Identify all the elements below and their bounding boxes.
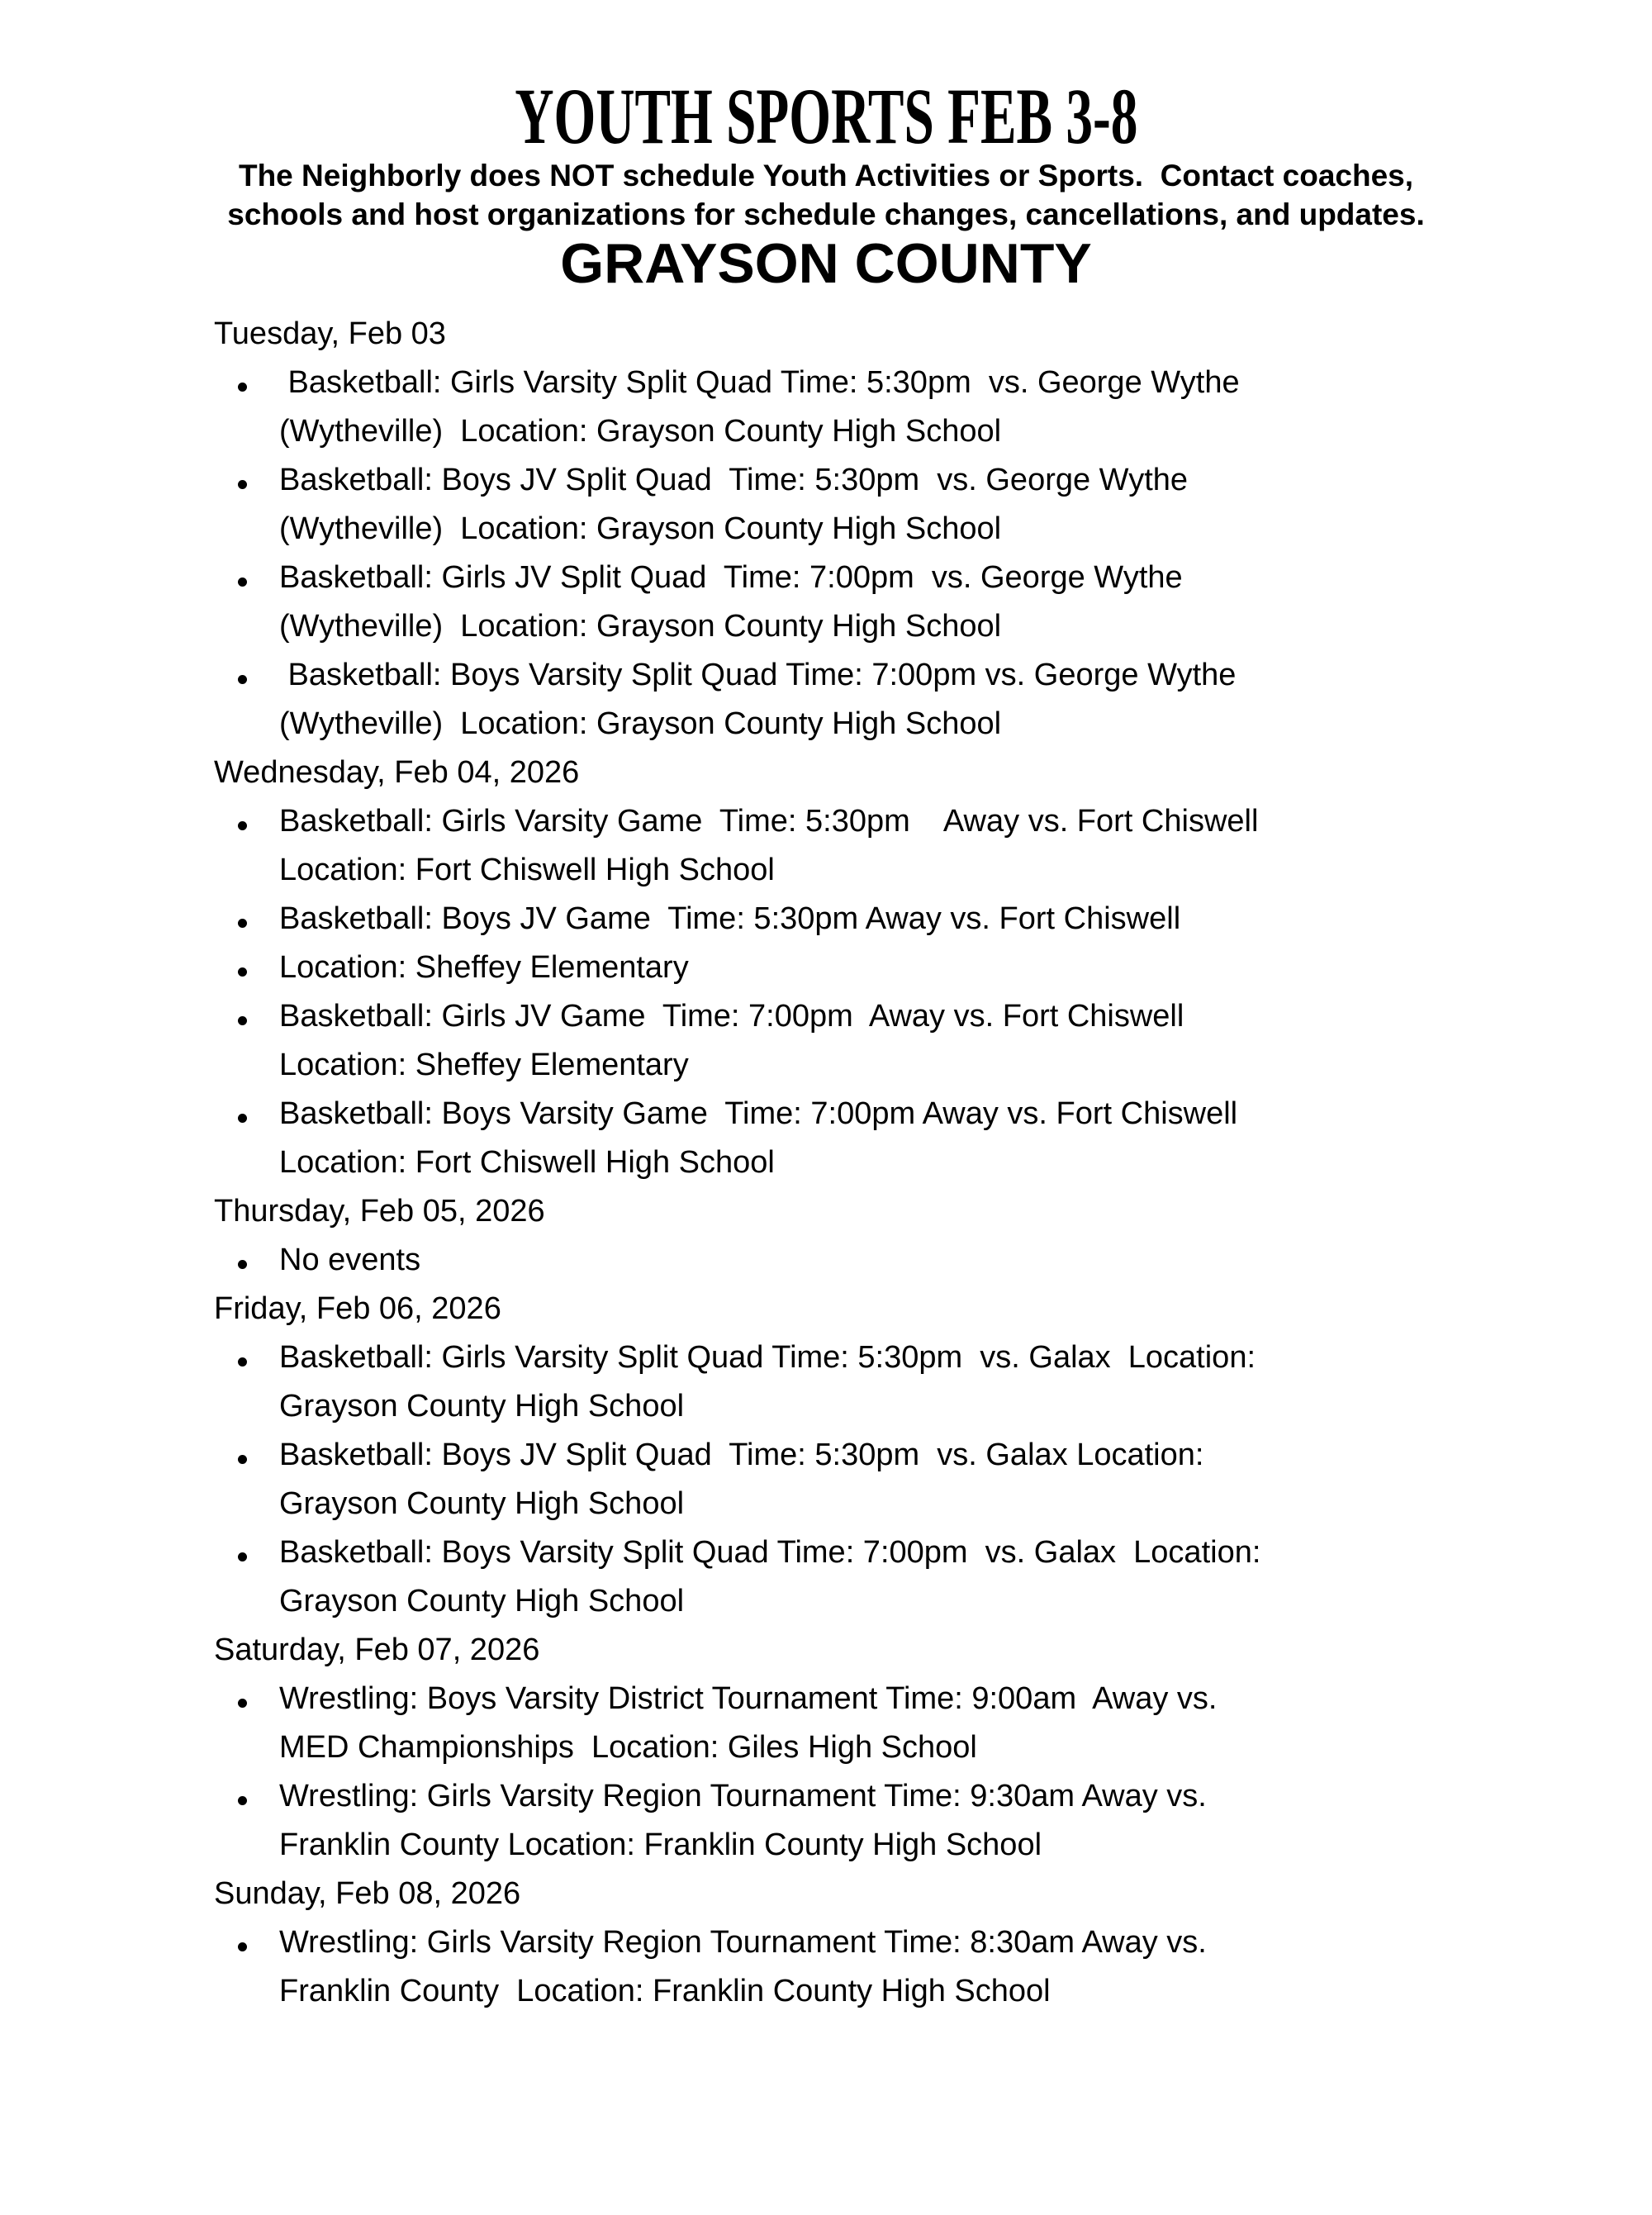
event-line: No events [279, 1243, 421, 1277]
event-line: (Wytheville) Location: Grayson County High School [279, 511, 1002, 546]
event-line: Basketball: Boys JV Game Time: 5:30pm Away vs. Fort Chiswell [279, 901, 1181, 936]
event-line: Basketball: Girls JV Game Time: 7:00pm Away vs. Fort Chiswell [279, 999, 1184, 1034]
event-line: Basketball: Girls Varsity Split Quad Time: 5:30pm vs. Galax Location: [279, 1340, 1256, 1375]
event-line: Basketball: Girls JV Split Quad Time: 7:00pm vs. George Wythe [279, 560, 1183, 595]
event-item [279, 1431, 1652, 1528]
day-section [0, 1870, 1652, 2016]
event-line: Franklin County Location: Franklin County High School [279, 1828, 1042, 1862]
event-line: Grayson County High School [279, 1389, 685, 1424]
county-heading: GRAYSON COUNTY [560, 232, 1092, 295]
day-section [0, 1187, 1652, 1285]
event-line: Basketball: Boys Varsity Split Quad Time: 7:00pm vs. George Wythe [279, 658, 1237, 692]
event-item [279, 797, 1652, 895]
event-list [0, 1675, 1652, 1870]
event-item [279, 1918, 1652, 2016]
event-line: Basketball: Girls Varsity Split Quad Time: 5:30pm vs. George Wythe [279, 365, 1240, 400]
event-list [0, 1918, 1652, 2016]
event-line: MED Championships Location: Giles High School [279, 1730, 977, 1765]
event-list [0, 1236, 1652, 1285]
event-item [279, 1333, 1652, 1431]
event-line: Location: Fort Chiswell High School [279, 1145, 775, 1180]
event-line: Location: Sheffey Elementary [279, 1048, 689, 1082]
disclaimer-line-1: The Neighborly does NOT schedule Youth Activities or Sports. Contact coaches, [238, 159, 1414, 193]
event-item [279, 651, 1652, 749]
page-title [0, 72, 1652, 160]
day-section [0, 1626, 1652, 1870]
day-header: Sunday, Feb 08, 2026 [214, 1876, 521, 1911]
event-line: Franklin County Location: Franklin County High School [279, 1974, 1051, 2008]
event-item [279, 1236, 1652, 1285]
event-item [279, 895, 1652, 944]
day-section [0, 1285, 1652, 1626]
event-item [279, 456, 1652, 554]
disclaimer-line-2: schools and host organizations for schedule changes, cancellations, and updates. [227, 197, 1425, 231]
flyer-page [0, 72, 1652, 2215]
event-line: (Wytheville) Location: Grayson County High School [279, 414, 1002, 449]
day-header: Wednesday, Feb 04, 2026 [214, 755, 580, 790]
event-item [279, 1528, 1652, 1626]
event-line: Basketball: Boys Varsity Split Quad Time: 7:00pm vs. Galax Location: [279, 1535, 1261, 1570]
event-item [279, 1772, 1652, 1870]
day-header: Tuesday, Feb 03 [214, 316, 446, 351]
event-line: Basketball: Boys Varsity Game Time: 7:00pm Away vs. Fort Chiswell [279, 1096, 1238, 1131]
event-list [0, 1333, 1652, 1626]
event-line: Wrestling: Girls Varsity Region Tournament Time: 8:30am Away vs. [279, 1925, 1207, 1960]
event-line: Wrestling: Boys Varsity District Tournament Time: 9:00am Away vs. [279, 1681, 1218, 1716]
event-line: Location: Fort Chiswell High School [279, 853, 775, 887]
event-line: Grayson County High School [279, 1486, 685, 1521]
day-section [0, 749, 1652, 1187]
event-line: Basketball: Boys JV Split Quad Time: 5:30pm vs. Galax Location: [279, 1438, 1204, 1472]
event-line: Wrestling: Girls Varsity Region Tournament Time: 9:30am Away vs. [279, 1779, 1207, 1813]
disclaimer [0, 156, 1652, 234]
event-line: (Wytheville) Location: Grayson County High School [279, 609, 1002, 644]
page-title-text: YOUTH SPORTS FEB 3-8 [515, 72, 1137, 160]
event-item [279, 992, 1652, 1090]
event-line: (Wytheville) Location: Grayson County High School [279, 706, 1002, 741]
day-section [0, 310, 1652, 749]
event-list [0, 797, 1652, 1187]
event-item [279, 359, 1652, 456]
event-line: Basketball: Boys JV Split Quad Time: 5:30pm vs. George Wythe [279, 463, 1189, 497]
event-line: Location: Sheffey Elementary [279, 950, 689, 985]
day-header: Saturday, Feb 07, 2026 [214, 1633, 540, 1667]
event-item [279, 944, 1652, 992]
event-item [279, 1675, 1652, 1772]
day-header: Thursday, Feb 05, 2026 [214, 1194, 545, 1229]
event-item [279, 1090, 1652, 1187]
schedule [0, 310, 1652, 2016]
event-item [279, 554, 1652, 651]
event-line: Grayson County High School [279, 1584, 685, 1618]
event-list [0, 359, 1652, 749]
day-header: Friday, Feb 06, 2026 [214, 1291, 501, 1326]
event-line: Basketball: Girls Varsity Game Time: 5:30pm Away vs. Fort Chiswell [279, 804, 1259, 839]
